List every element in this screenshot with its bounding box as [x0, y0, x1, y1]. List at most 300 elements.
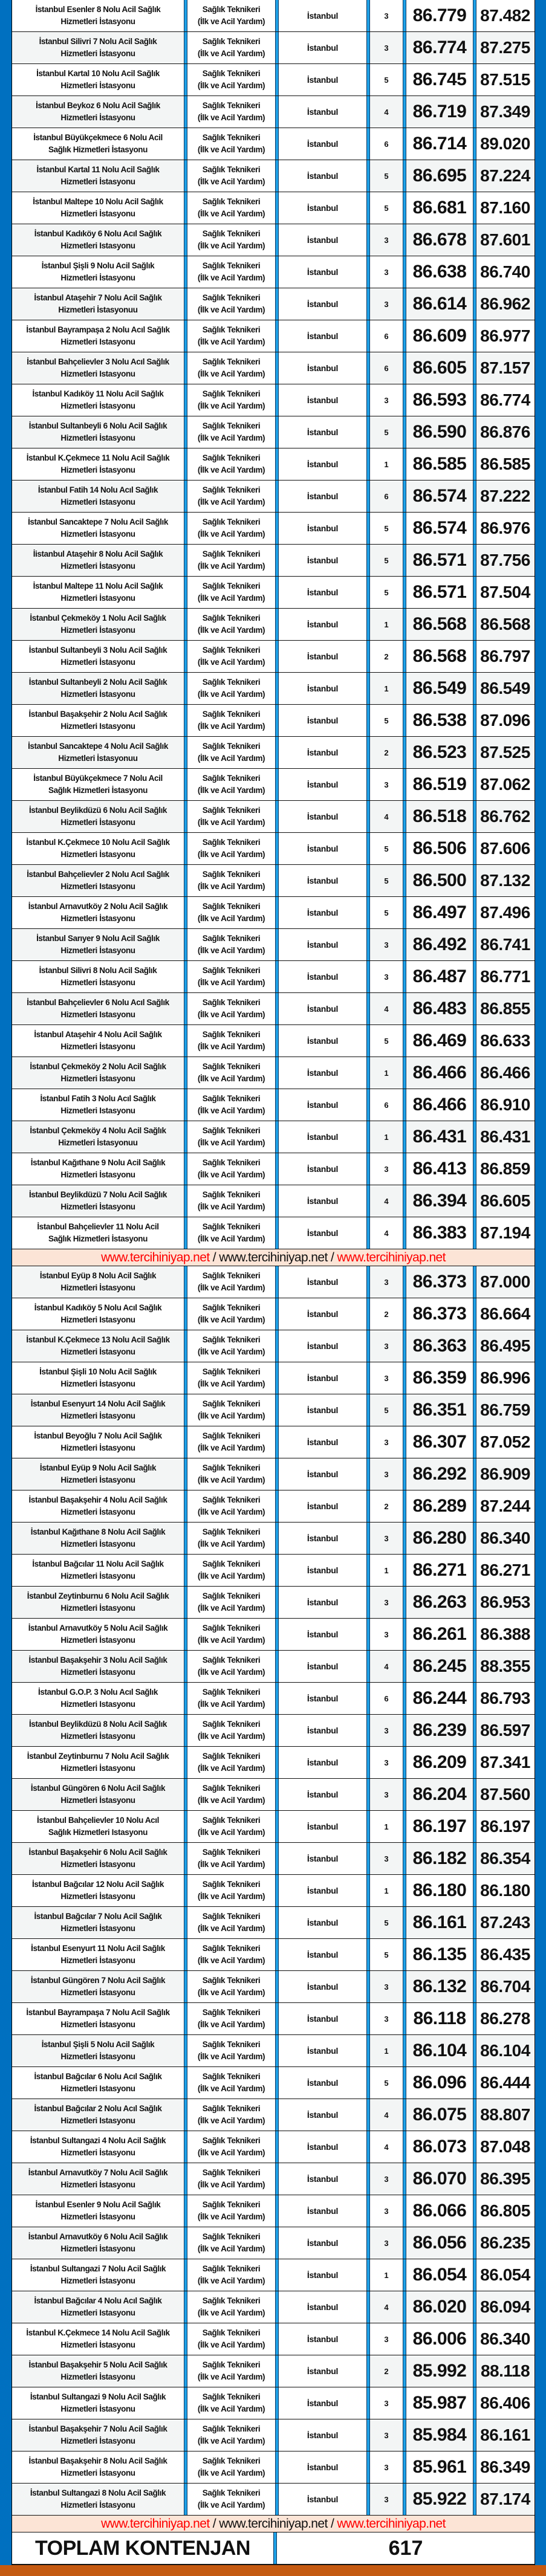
quota-cell: 5: [384, 171, 389, 181]
program-line2: (İlk ve Acil Yardım): [197, 49, 265, 58]
station-name-line1: İstanbul Eyüp 8 Nolu Acil Sağlık: [39, 1271, 157, 1280]
quota-cell: 5: [384, 2078, 389, 2088]
program-line1: Sağlık Teknikeri: [202, 1720, 261, 1729]
quota-cell: 4: [384, 2142, 389, 2152]
city-cell: İstanbul: [279, 2227, 366, 2259]
program-line1: Sağlık Teknikeri: [202, 2296, 261, 2305]
program-line1: Sağlık Teknikeri: [202, 325, 261, 334]
program-line2: (İlk ve Acil Yardım): [197, 241, 265, 250]
station-name-line2: Hizmetleri İstasyonu: [60, 2212, 135, 2221]
station-name-line1: İstanbul Bahçelievler 3 Nolu Acıl Sağlık: [27, 357, 169, 366]
program-cell: [187, 1057, 275, 1089]
min-score-cell: 86.180: [412, 1880, 467, 1900]
program-line2: (İlk ve Acil Yardım): [197, 914, 265, 923]
station-name-cell: [12, 1330, 184, 1362]
program-cell: [187, 961, 275, 992]
max-score-cell: 86.406: [480, 2393, 530, 2412]
program-line1: Sağlık Teknikeri: [202, 710, 261, 719]
station-name-line1: İstanbul Arnavutköy 7 Nolu Acil Sağlık: [28, 2168, 168, 2177]
program-line2: (İlk ve Acil Yardım): [197, 1234, 265, 1243]
program-line1: Sağlık Teknikeri: [202, 838, 261, 847]
table-row: [12, 1490, 535, 1523]
program-cell: [187, 1779, 275, 1810]
table-row: [12, 2163, 535, 2195]
station-name-line1: İstanbul Başakşehir 6 Nolu Acil Sağlık: [28, 1848, 167, 1857]
city-cell: İstanbul: [279, 577, 366, 608]
program-line2: (İlk ve Acil Yardım): [197, 1604, 265, 1613]
program-cell: [187, 673, 275, 704]
program-line2: (İlk ve Acil Yardım): [197, 2276, 265, 2285]
quota-cell: 5: [384, 75, 389, 85]
max-score-cell: 86.161: [480, 2426, 530, 2444]
program-line2: (İlk ve Acil Yardım): [197, 1170, 265, 1179]
program-cell: [187, 801, 275, 832]
station-name-cell: [12, 2099, 184, 2131]
city-cell: İstanbul: [279, 2291, 366, 2323]
program-line2: (İlk ve Acil Yardım): [197, 1074, 265, 1083]
max-score-cell: 86.996: [480, 1368, 530, 1387]
program-line2: (İlk ve Acil Yardım): [197, 2052, 265, 2061]
station-name-line2: Hizmetleri İstasyonu: [60, 1202, 135, 1211]
city-cell: İstanbul: [279, 801, 366, 832]
station-name-line2: Hizmetleri Istasyonu: [60, 1010, 135, 1019]
program-cell: [187, 1298, 275, 1330]
quota-cell: 5: [384, 1950, 389, 1960]
min-score-cell: 86.695: [412, 166, 467, 186]
station-name-line2: Hizmetleri İstasyonu: [60, 2404, 135, 2413]
table-row: [12, 1811, 535, 1843]
station-name-line2: Hizmetleri İstasyonu: [60, 914, 135, 923]
program-line2: (İlk ve Acil Yardım): [197, 882, 265, 891]
station-name-line1: İstanbul Bağcılar 6 Nolu Acıl Sağlık: [34, 2072, 162, 2081]
city-cell: İstanbul: [279, 545, 366, 576]
program-line1: Sağlık Teknikeri: [202, 1335, 261, 1344]
min-score-cell: 86.614: [412, 294, 467, 314]
max-score-cell: 87.194: [480, 1223, 530, 1242]
station-name-line1: İstanbul Çekmeköy 4 Nolu Acil Sağlık: [30, 1126, 166, 1135]
station-name-cell: [12, 1651, 184, 1682]
watermark-link[interactable]: www.tercihiniyap.net: [337, 1250, 446, 1264]
station-name-cell: [12, 929, 184, 960]
station-name-line2: Hizmetleri İstasyonu: [60, 401, 135, 410]
quota-cell: 3: [384, 1726, 389, 1735]
station-name-line1: İstanbul Kadıköy 6 Nolu Acıl Sağlık: [34, 229, 162, 238]
max-score-cell: 86.349: [480, 2458, 530, 2476]
station-name-line1: İstanbul Çekmeköy 1 Nolu Acil Sağlık: [30, 613, 166, 623]
program-line1: Sağlık Teknikeri: [202, 485, 261, 494]
station-name-cell: [12, 769, 184, 800]
table-row: [12, 673, 535, 705]
program-cell: [187, 2419, 275, 2451]
max-score-cell: 87.349: [480, 102, 530, 121]
program-line1: Sağlık Teknikeri: [202, 1062, 261, 1071]
program-line1: Sağlık Teknikeri: [202, 870, 261, 879]
table-row: [12, 320, 535, 352]
city-cell: İstanbul: [279, 1330, 366, 1362]
station-name-line2: Sağlık Hizmetleri İstasyonu: [48, 786, 148, 795]
station-name-cell: [12, 224, 184, 256]
station-name-line2: Hizmetleri İstasyonu: [60, 2468, 135, 2477]
station-name-line1: İstanbul Kartal 10 Nolu Acil Sağlık: [36, 69, 160, 78]
table-row: [12, 1025, 535, 1057]
city-cell: İstanbul: [279, 769, 366, 800]
program-line1: Sağlık Teknikeri: [202, 389, 261, 398]
city-cell: İstanbul: [279, 64, 366, 95]
quota-cell: 3: [384, 267, 389, 277]
city-cell: İstanbul: [279, 2387, 366, 2419]
program-line2: (İlk ve Acil Yardım): [197, 2020, 265, 2029]
min-score-cell: 86.263: [412, 1592, 467, 1612]
quota-cell: 3: [384, 43, 389, 53]
quota-cell: 3: [384, 2238, 389, 2248]
station-name-line2: Hizmetleri İstasyonu: [60, 1379, 135, 1388]
station-name-line2: Hizmetleri Istasyonu: [60, 369, 135, 378]
max-score-cell: 87.052: [480, 1432, 530, 1451]
station-name-line1: İstanbul Kadıköy 5 Nolu Acıl Sağlık: [34, 1303, 162, 1312]
program-line1: Sağlık Teknikeri: [202, 1190, 261, 1199]
station-name-line2: Hizmetleri İstasyonu: [60, 1074, 135, 1083]
city-cell: İstanbul: [279, 288, 366, 320]
quota-cell: 3: [384, 940, 389, 950]
city-cell: İstanbul: [279, 1089, 366, 1121]
program-cell: [187, 2387, 275, 2419]
watermark-link[interactable]: www.tercihiniyap.net: [101, 2516, 210, 2531]
station-name-line1: İstanbul Ataşehir 7 Nolu Acil Sağlık: [34, 293, 162, 302]
station-name-line1: İstanbul Maltepe 11 Nolu Acil Sağlık: [33, 581, 163, 591]
watermark-link[interactable]: www.tercihiniyap.net: [337, 2516, 446, 2531]
city-cell: İstanbul: [279, 32, 366, 63]
station-name-line1: İstanbul Kadıköy 11 Nolu Acil Sağlık: [32, 389, 164, 398]
city-cell: İstanbul: [279, 1619, 366, 1650]
max-score-cell: 87.341: [480, 1753, 530, 1772]
program-line1: Sağlık Teknikeri: [202, 1912, 261, 1921]
program-cell: [187, 160, 275, 192]
program-line1: Sağlık Teknikeri: [202, 1752, 261, 1761]
station-name-line1: İstanbul Ataşehir 4 Nolu Acil Sağlık: [34, 1030, 162, 1039]
program-cell: [187, 1939, 275, 1970]
program-cell: [187, 1619, 275, 1650]
program-cell: [187, 320, 275, 352]
min-score-cell: 86.523: [412, 742, 467, 762]
station-name-cell: [12, 2355, 184, 2387]
station-name-cell: [12, 1587, 184, 1618]
station-name-line2: Hizmetleri İstasyonu: [60, 2244, 135, 2253]
station-name-cell: [12, 1811, 184, 1842]
city-cell: İstanbul: [279, 1811, 366, 1842]
quota-cell: 1: [384, 620, 389, 629]
station-name-line2: Hizmetleri İstasyonu: [60, 17, 135, 26]
table-row: [12, 1971, 535, 2003]
city-cell: İstanbul: [279, 993, 366, 1024]
station-name-cell: [12, 1683, 184, 1714]
station-name-cell: [12, 448, 184, 480]
city-cell: İstanbul: [279, 384, 366, 416]
city-cell: İstanbul: [279, 256, 366, 288]
station-name-line2: Hizmetleri İstasyonu: [60, 1732, 135, 1741]
station-name-line1: İstanbul Başakşehir 7 Nolu Acil Sağlık: [28, 2424, 167, 2433]
max-score-cell: 86.278: [480, 2009, 530, 2028]
city-cell: İstanbul: [279, 961, 366, 992]
city-cell: İstanbul: [279, 2484, 366, 2515]
min-score-cell: 86.497: [412, 902, 467, 922]
station-name-line2: Hizmetleri İstasyonu: [60, 1170, 135, 1179]
table-row: [12, 2099, 535, 2131]
program-cell: [187, 897, 275, 928]
station-name-cell: [12, 1394, 184, 1426]
program-line2: (İlk ve Acil Yardım): [197, 1202, 265, 1211]
table-row: [12, 1089, 535, 1121]
station-name-line2: Hizmetleri Istasyonu: [60, 497, 135, 506]
table-row: [12, 160, 535, 192]
program-line1: Sağlık Teknikeri: [202, 261, 261, 270]
min-score-cell: 86.161: [412, 1912, 467, 1932]
station-name-cell: [12, 577, 184, 608]
city-cell: İstanbul: [279, 160, 366, 192]
min-score-cell: 86.182: [412, 1848, 467, 1868]
station-name-line1: İstanbul Arnavutköy 2 Nolu Acil Sağlık: [28, 902, 168, 911]
quota-cell: 1: [384, 1132, 389, 1142]
city-cell: İstanbul: [279, 0, 366, 31]
program-line2: (İlk ve Acil Yardım): [197, 2308, 265, 2317]
program-line1: Sağlık Teknikeri: [202, 421, 261, 430]
table-row: [12, 961, 535, 993]
station-name-cell: [12, 1843, 184, 1874]
table-row: [12, 352, 535, 384]
program-line1: Sağlık Teknikeri: [202, 357, 261, 366]
city-cell: İstanbul: [279, 1523, 366, 1554]
station-name-line2: Hizmetleri İstasyonu: [60, 2372, 135, 2381]
quota-cell: 3: [384, 2014, 389, 2024]
max-score-cell: 88.807: [480, 2105, 530, 2124]
table-row: [12, 577, 535, 609]
program-line2: (İlk ve Acil Yardım): [197, 2116, 265, 2125]
station-name-line1: İstanbul Sultanbeyli 2 Nolu Acil Sağlık: [28, 678, 167, 687]
quota-cell: 3: [384, 2334, 389, 2344]
table-row: [12, 224, 535, 256]
city-cell: İstanbul: [279, 1715, 366, 1746]
program-line2: (İlk ve Acil Yardım): [197, 113, 265, 122]
min-score-cell: 86.118: [413, 2008, 466, 2028]
quota-cell: 3: [384, 2174, 389, 2184]
program-line2: (İlk ve Acil Yardım): [197, 561, 265, 571]
city-cell: İstanbul: [279, 1907, 366, 1938]
max-score-cell: 86.597: [480, 1721, 530, 1739]
quota-cell: 3: [384, 2494, 389, 2504]
min-score-cell: 86.239: [412, 1720, 467, 1740]
program-line1: Sağlık Teknikeri: [202, 1591, 261, 1600]
station-name-line1: İstanbul K.Çekmece 13 Nolu Acil Sağlık: [26, 1335, 170, 1344]
watermark-link[interactable]: www.tercihiniyap.net: [101, 1250, 210, 1264]
station-name-cell: [12, 1426, 184, 1458]
program-cell: [187, 1651, 275, 1682]
city-cell: İstanbul: [279, 416, 366, 448]
table-row: [12, 1217, 535, 1249]
total-row: [12, 2532, 535, 2565]
min-score-cell: 86.714: [412, 134, 467, 154]
min-score-cell: 86.056: [412, 2233, 467, 2253]
program-line1: Sağlık Teknikeri: [202, 1271, 261, 1280]
station-name-line1: İstanbul Sultanbeyli 6 Nolu Acil Sağlık: [28, 421, 167, 430]
min-score-cell: 86.066: [412, 2201, 467, 2221]
max-score-cell: 87.275: [480, 38, 530, 57]
program-line2: (İlk ve Acil Yardım): [197, 690, 265, 699]
station-name-line1: İstanbul Başakşehir 4 Nolu Acil Sağlık: [28, 1495, 167, 1504]
station-name-cell: [12, 737, 184, 768]
max-score-cell: 86.762: [480, 807, 530, 826]
quota-cell: 3: [384, 972, 389, 982]
station-name-line2: Hizmetleri İstasyonu: [60, 561, 135, 571]
min-score-cell: 86.678: [412, 230, 467, 250]
min-score-cell: 86.431: [412, 1127, 467, 1147]
table-row: [12, 416, 535, 448]
station-name-line1: İstanbul K.Çekmece 14 Nolu Acil Sağlık: [26, 2328, 170, 2337]
program-line2: (İlk ve Acil Yardım): [197, 2244, 265, 2253]
station-name-line2: Hizmetleri İstasyonu: [60, 1283, 135, 1292]
station-name-line2: Hizmetleri İstasyonuu: [58, 754, 138, 763]
table-row: [12, 1057, 535, 1089]
table-row: [12, 0, 535, 32]
program-line2: (İlk ve Acil Yardım): [197, 17, 265, 26]
max-score-cell: 87.174: [480, 2490, 530, 2508]
station-name-line1: İstanbul Silivri 7 Nolu Acil Sağlık: [39, 37, 157, 46]
quota-cell: 4: [384, 2110, 389, 2120]
station-name-line2: Hizmetleri İstasyonu: [60, 1668, 135, 1677]
station-name-line2: Hizmetleri İstasyonuu: [58, 1138, 138, 1147]
max-score-cell: 86.585: [480, 455, 530, 473]
program-line1: Sağlık Teknikeri: [202, 1527, 261, 1536]
program-cell: [187, 448, 275, 480]
station-name-line1: İstanbul Başakşehir 2 Nolu Acıl Sağlık: [28, 710, 167, 719]
min-score-cell: 86.351: [412, 1400, 467, 1420]
program-line2: (İlk ve Acil Yardım): [197, 369, 265, 378]
min-score-cell: 85.984: [412, 2425, 467, 2445]
quota-cell: 5: [384, 555, 389, 565]
quota-cell: 3: [384, 11, 389, 21]
station-name-cell: [12, 1025, 184, 1057]
max-score-cell: 87.048: [480, 2137, 530, 2156]
program-line1: Sağlık Teknikeri: [202, 1655, 261, 1665]
city-cell: İstanbul: [279, 1266, 366, 1298]
max-score-cell: 87.000: [480, 1272, 530, 1291]
station-name-line1: İstanbul Arnavutköy 6 Nolu Acil Sağlık: [28, 2232, 168, 2241]
max-score-cell: 87.606: [480, 839, 530, 858]
station-name-line1: İstanbul Beyoğlu 7 Nolu Acil Sağlık: [34, 1431, 162, 1440]
quota-cell: 1: [384, 2270, 389, 2280]
min-score-cell: 86.568: [412, 646, 467, 666]
city-cell: İstanbul: [279, 1555, 366, 1586]
min-score-cell: 86.571: [412, 550, 467, 570]
watermark-link[interactable]: www.tercihiniyap.net: [219, 1250, 328, 1264]
max-score-cell: 86.354: [480, 1849, 530, 1868]
program-line2: (İlk ve Acil Yardım): [197, 497, 265, 506]
station-name-cell: [12, 64, 184, 95]
program-cell: [187, 833, 275, 864]
table-row: [12, 2195, 535, 2227]
station-name-line2: Hizmetleri İstasyonu: [60, 433, 135, 442]
program-line2: (İlk ve Acil Yardım): [197, 1700, 265, 1709]
city-cell: İstanbul: [279, 448, 366, 480]
max-score-cell: 87.096: [480, 711, 530, 730]
min-score-cell: 86.745: [412, 70, 467, 89]
program-cell: [187, 1330, 275, 1362]
program-cell: [187, 641, 275, 672]
station-name-line2: Hizmetleri İstasyonu: [60, 1604, 135, 1613]
watermark-link[interactable]: www.tercihiniyap.net: [219, 2516, 328, 2531]
table-row: [12, 1426, 535, 1458]
program-cell: [187, 1971, 275, 2002]
station-name-line1: İstanbul Sancaktepe 7 Nolu Acil Sağlık: [28, 517, 168, 526]
station-name-cell: [12, 2131, 184, 2163]
program-line2: (İlk ve Acil Yardım): [197, 850, 265, 859]
program-cell: [187, 384, 275, 416]
station-name-cell: [12, 2259, 184, 2291]
program-line1: Sağlık Teknikeri: [202, 101, 261, 110]
program-line2: (İlk ve Acil Yardım): [197, 2500, 265, 2510]
min-score-cell: 86.204: [412, 1784, 467, 1804]
min-score-cell: 86.271: [412, 1560, 467, 1580]
program-cell: [187, 2259, 275, 2291]
min-score-cell: 86.492: [412, 934, 467, 954]
city-cell: İstanbul: [279, 2003, 366, 2034]
program-cell: [187, 2099, 275, 2131]
max-score-cell: 87.132: [480, 871, 530, 890]
program-cell: [187, 1843, 275, 1874]
station-name-line1: İstanbul Şişli 5 Nolu Acil Sağlık: [41, 2040, 155, 2049]
max-score-cell: 87.756: [480, 551, 530, 569]
city-cell: İstanbul: [279, 1490, 366, 1522]
station-name-line2: Hizmetleri İstasyonu: [60, 113, 135, 122]
station-name-line2: Sağlık Hizmetleri Istasyonu: [48, 1828, 148, 1837]
program-line2: (İlk ve Acil Yardım): [197, 2340, 265, 2349]
table-row: [12, 1651, 535, 1683]
quota-cell: 4: [384, 1228, 389, 1238]
max-score-cell: 86.197: [480, 1817, 530, 1836]
max-score-cell: 87.601: [480, 230, 530, 249]
station-name-line2: Hizmetleri İstasyonu: [60, 1956, 135, 1965]
station-name-line2: Hizmetleri İstasyonu: [60, 1636, 135, 1645]
quota-cell: 3: [384, 1469, 389, 1479]
station-name-line2: Hizmetleri İstasyonu: [60, 465, 135, 474]
table-row: [12, 513, 535, 545]
station-name-line2: Hizmetleri İstasyonu: [60, 1860, 135, 1869]
program-line1: Sağlık Teknikeri: [202, 2200, 261, 2209]
program-line2: (İlk ve Acil Yardım): [197, 145, 265, 154]
station-name-line1: İstanbul Arnavutköy 5 Nolu Acil Sağlık: [28, 1623, 168, 1633]
station-name-line1: İstanbul Sultangazi 4 Nolu Acil Sağlık: [30, 2136, 166, 2145]
program-line1: Sağlık Teknikeri: [202, 1126, 261, 1135]
table-row: [12, 705, 535, 737]
station-name-line2: Hizmetleri İstasyonu: [60, 529, 135, 539]
table-row: [12, 993, 535, 1025]
quota-cell: 3: [384, 299, 389, 309]
table-row: [12, 2291, 535, 2323]
quota-cell: 6: [384, 491, 389, 501]
program-line2: (İlk ve Acil Yardım): [197, 2468, 265, 2477]
station-name-line1: İstanbul Bahçelievler 10 Nolu Acıl: [37, 1816, 159, 1825]
program-cell: [187, 1217, 275, 1249]
min-score-cell: 86.538: [412, 710, 467, 730]
program-line1: Sağlık Teknikeri: [202, 1559, 261, 1568]
quota-cell: 5: [384, 427, 389, 437]
min-score-cell: 86.245: [412, 1656, 467, 1676]
quota-cell: 3: [384, 2462, 389, 2472]
max-score-cell: 86.395: [480, 2169, 530, 2188]
program-line2: (İlk ve Acil Yardım): [197, 1668, 265, 1677]
table-row: [12, 1394, 535, 1426]
min-score-cell: 86.466: [412, 1063, 467, 1083]
min-score-cell: 86.075: [412, 2105, 467, 2125]
station-name-line2: Hizmetleri İstasyonu: [60, 1539, 135, 1549]
